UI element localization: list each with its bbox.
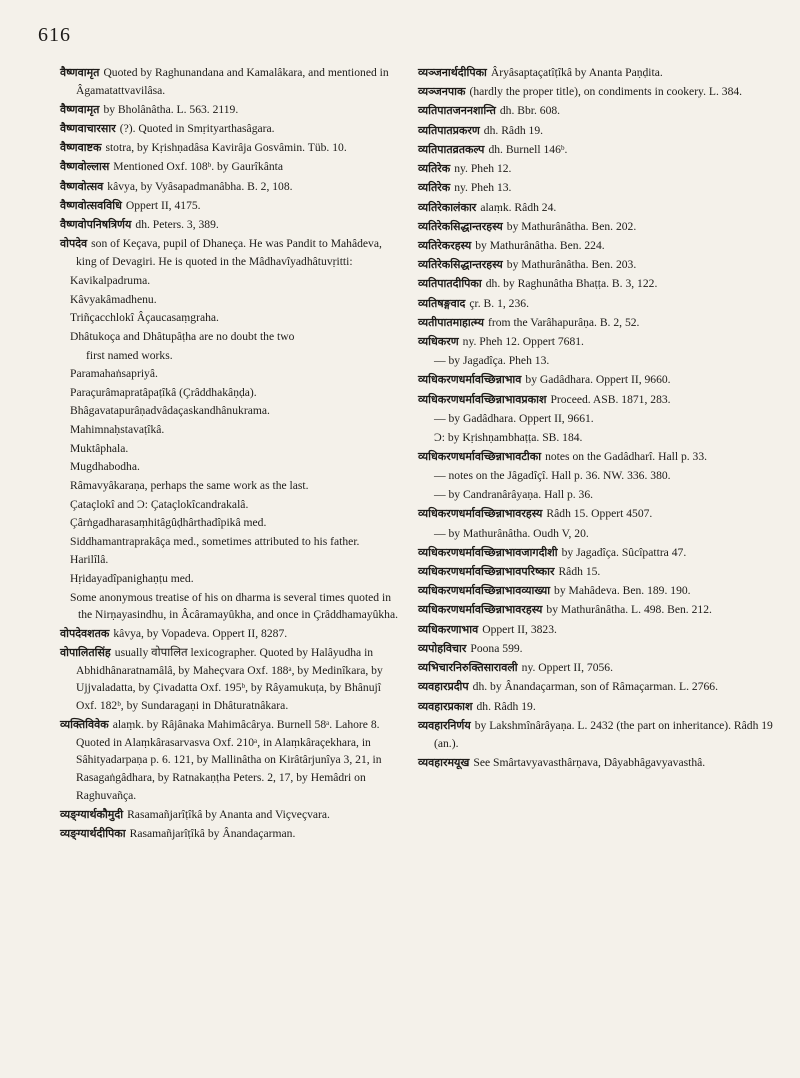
- right-column: [418, 64, 776, 773]
- dictionary-entry: [418, 256, 776, 274]
- dictionary-entry: [418, 275, 776, 293]
- entry-headword: व्यतिरेक: [418, 162, 451, 176]
- entry-headword: व्यतीपातमाहात्म्य: [418, 315, 485, 329]
- vopadeva-work-item: Çârṅgadharasaṃhitâgûḍhârthadîpikâ med.: [70, 516, 267, 530]
- entry-headword: व्यपोहविचार: [418, 641, 467, 655]
- dictionary-entry: [60, 139, 400, 157]
- dictionary-entry: [418, 333, 776, 351]
- entry-headword: वैष्णवोल्लास: [60, 160, 110, 174]
- entry-text: — by Candranârâyaṇa. Hall p. 36.: [434, 488, 594, 502]
- entry-text: by Mathurânâtha. Ben. 224.: [475, 238, 605, 252]
- dictionary-entry: [418, 218, 776, 236]
- dictionary-entry: [418, 486, 776, 504]
- dictionary-entry: [60, 101, 400, 119]
- dictionary-entry: [418, 64, 776, 82]
- entry-headword: वैष्णवोपनिषत्रिर्णय: [60, 218, 132, 232]
- entry-text: dh. Burnell 146ᵇ.: [488, 142, 568, 156]
- entry-headword: व्यवहारनिर्णय: [418, 718, 471, 732]
- vopadeva-work-item: Triñçacchlokî Âçaucasaṃgraha.: [70, 311, 219, 325]
- entry-text: by Mathurânâtha. L. 498. Ben. 212.: [546, 603, 712, 617]
- dictionary-entry: [418, 429, 776, 447]
- entry-text: Rasamañjarîṭîkâ by Ânandaçarman.: [129, 826, 296, 840]
- vopadeva-work-item: Muktâphala.: [70, 441, 129, 455]
- entry-headword: वैष्णवोत्सव: [60, 179, 104, 193]
- entry-text: alaṃk. Râdh 24.: [480, 200, 557, 214]
- entry-headword: वोपदेव: [60, 237, 88, 251]
- entry-text: dh. Peters. 3, 389.: [135, 218, 219, 232]
- entry-text: by Mahâdeva. Ben. 189. 190.: [554, 584, 691, 598]
- entry-text: — by Mathurânâtha. Oudh V, 20.: [434, 526, 589, 540]
- entry-headword: व्यतिरेकरहस्य: [418, 238, 472, 252]
- dictionary-entry: [418, 179, 776, 197]
- entry-headword: व्यधिकरणधर्मावच्छिन्नाभावरहस्य: [418, 507, 543, 521]
- vopadeva-work-item: Siddhamantraprakâça med., sometimes attributed to his father.: [70, 534, 360, 548]
- entry-headword: व्यङ्ग्यार्थदीपिका: [60, 826, 126, 840]
- entry-text: Poona 599.: [470, 641, 523, 655]
- entry-text: dh. Bbr. 608.: [499, 104, 561, 118]
- entry-text: dh. by Ânandaçarman, son of Râmaçarman. L. 2766.: [472, 680, 718, 694]
- entry-text: Râdh 15. Oppert 4507.: [546, 507, 653, 521]
- dictionary-entry: [60, 825, 400, 843]
- entry-headword: व्यधिकरणधर्मावच्छिन्नाभावपरिष्कार: [418, 565, 555, 579]
- entry-text: — notes on the Jâgadîçî. Hall p. 36. NW. 336. 380.: [434, 469, 671, 483]
- entry-headword: व्यतिपातजननशान्ति: [418, 104, 496, 118]
- vopadeva-work-item: Dhâtukoça and Dhâtupâṭha are no doubt the two: [70, 330, 295, 344]
- dictionary-entry: [418, 621, 776, 639]
- vopadeva-work-item: Hṛidayadîpanighaṇṭu med.: [70, 571, 194, 585]
- dictionary-entry: [418, 698, 776, 716]
- entry-headword: वोपदेवशतक: [60, 626, 110, 640]
- dictionary-entry: [418, 83, 776, 101]
- entry-headword: व्यधिकरणधर्मावच्छिन्नाभावरहस्य: [418, 603, 543, 617]
- page-number: 616: [38, 24, 71, 46]
- dictionary-entry: [418, 371, 776, 389]
- dictionary-entry: [60, 178, 400, 196]
- entry-text: ny. Pheh 13.: [454, 181, 512, 195]
- entry-text: kâvya, by Vyâsapadmanâbha. B. 2, 108.: [107, 179, 293, 193]
- dictionary-entry: [418, 659, 776, 677]
- vopadeva-work-item: Çataçlokî and Ɔ: Çataçlokîcandrakalâ.: [70, 497, 249, 511]
- dictionary-entry: [418, 467, 776, 485]
- entry-text: Quoted by Raghunandana and Kamalâkara, and mentioned in Âgamatattvavilâsa.: [76, 66, 389, 97]
- entry-text: See Smârtavyavasthârṇava, Dâyabhâgavyavasthâ.: [473, 755, 706, 769]
- entry-headword: व्यधिकरणधर्मावच्छिन्नाभाव: [418, 373, 522, 387]
- entry-text: by Jagadîça. Sûcîpattra 47.: [561, 545, 687, 559]
- dictionary-entry: [418, 295, 776, 313]
- vopadeva-work-item: Harilîlâ.: [70, 553, 109, 567]
- entry-headword: व्यधिकरणधर्मावच्छिन्नाभावव्याख्या: [418, 584, 551, 598]
- entry-headword: व्यतिषङ्गवाद: [418, 296, 466, 310]
- entry-text: notes on the Gadâdharî. Hall p. 33.: [545, 450, 708, 464]
- dictionary-entry: [418, 160, 776, 178]
- entry-headword: व्यक्तिविवेक: [60, 718, 109, 732]
- entry-text: from the Varâhapurâṇa. B. 2, 52.: [488, 315, 640, 329]
- dictionary-entry: [60, 235, 400, 270]
- entry-headword: व्यङ्ग्यार्थकौमुदी: [60, 807, 124, 821]
- entry-text: — by Gadâdhara. Oppert II, 9661.: [434, 411, 594, 425]
- dictionary-entry: [418, 563, 776, 581]
- entry-headword: व्यधिकरण: [418, 335, 459, 349]
- entry-text: kâvya, by Vopadeva. Oppert II, 8287.: [113, 626, 288, 640]
- vopadeva-work-item: Bhâgavatapurâṇadvâdaçaskandhânukrama.: [70, 404, 270, 418]
- entry-text: ny. Oppert II, 7056.: [521, 661, 614, 675]
- entry-headword: व्यवहारमयूख: [418, 755, 470, 769]
- entry-text: — by Jagadîça. Pheh 13.: [434, 354, 550, 368]
- left-column: [60, 64, 400, 844]
- dictionary-entry: [60, 197, 400, 215]
- dictionary-entry: [418, 717, 776, 752]
- entry-headword: व्यतिरेकसिद्धान्तरहस्य: [418, 258, 503, 272]
- dictionary-entry: [418, 391, 776, 409]
- entry-text: by Mathurânâtha. Ben. 203.: [506, 258, 637, 272]
- dictionary-entry: [418, 141, 776, 159]
- dictionary-entry: [418, 640, 776, 658]
- entry-headword: व्यभिचारनिरुक्तिसारावली: [418, 661, 518, 675]
- dictionary-entry: [60, 64, 400, 99]
- vopadeva-work-item: Some anonymous treatise of his on dharma is several times quoted in the Nirṇayasindhu, in Âcâramayûkha, and once in Çrâddhamayûkha.: [70, 590, 399, 622]
- entry-headword: व्यवहारप्रदीप: [418, 680, 469, 694]
- entry-headword: व्यवहारप्रकाश: [418, 699, 473, 713]
- entry-text: by Mathurânâtha. Ben. 202.: [506, 219, 637, 233]
- entry-text: (hardly the proper title), on condiments in cookery. L. 384.: [469, 85, 743, 99]
- vopadeva-work-item: Mahimnaḥstavaṭîkâ.: [70, 423, 165, 437]
- entry-text: by Lakshmînârâyaṇa. L. 2432 (the part on inheritance). Râdh 19 (an.).: [434, 718, 773, 750]
- entry-headword: व्यतिपातव्रतकल्प: [418, 142, 485, 156]
- vopadeva-work-item: Paraçurâmapratâpaṭîkâ (Çrâddhakâṇḍa).: [70, 385, 257, 399]
- entry-headword: वैष्णवोत्सवविधि: [60, 198, 122, 212]
- entry-headword: व्यतिपातदीपिका: [418, 277, 482, 291]
- entry-text: dh. Râdh 19.: [483, 123, 544, 137]
- entry-headword: वैष्णवाचारसार: [60, 122, 116, 136]
- dictionary-entry: [60, 120, 400, 138]
- entry-headword: वैष्णवामृत: [60, 102, 100, 116]
- entry-headword: व्यतिपातप्रकरण: [418, 123, 480, 137]
- vopadeva-work-item: Paramahaṅsapriyâ.: [70, 367, 158, 381]
- dictionary-entry: [418, 122, 776, 140]
- dictionary-entry: [60, 644, 400, 715]
- entry-text: ny. Pheh 12.: [454, 162, 512, 176]
- dictionary-entry: [418, 352, 776, 370]
- entry-headword: व्यधिकरणधर्मावच्छिन्नाभावजागदीशी: [418, 545, 558, 559]
- vopadeva-work-item: first named works.: [86, 348, 173, 362]
- entry-text: Mentioned Oxf. 108ᵇ. by Gaurîkânta: [113, 160, 284, 174]
- dictionary-entry: [418, 601, 776, 619]
- dictionary-entry: [60, 216, 400, 234]
- dictionary-entry: [418, 582, 776, 600]
- entry-headword: वैष्णवामृत: [60, 66, 100, 79]
- entry-text: alaṃk. by Râjânaka Mahimâcârya. Burnell 58ᵃ. Lahore 8. Quoted in Alaṃkârasarvasva Oxf. 210ᵃ, in Alaṃkâraçekhara, in Sâhityadarpaṇa p. 6. 121, by Mallinâtha on Kirâtârjunîya 3, 21, in Rasagaṅgâdhara, by Ratnakaṇṭha Peters. 2, 17, by Hemâdri on Raghuvañça.: [76, 718, 382, 802]
- dictionary-entry: [418, 314, 776, 332]
- entry-headword: व्यतिरेकसिद्धान्तरहस्य: [418, 219, 503, 233]
- dictionary-entry: [60, 716, 400, 804]
- entry-headword: व्यतिरेक: [418, 181, 451, 195]
- entry-text: usually वोपालित lexicographer. Quoted by Halâyudha in Abhidhânaratnamâlâ, by Maheçvara Oxf. 188ᵃ, by Medinîkara, by Ujjvaladatta, by Çivadatta Oxf. 195ᵇ, by Râyamukuṭa, by Bhânujî Oxf. 182ᵇ, by Sundaragaṇi in Dhâturatnâkara.: [76, 645, 383, 712]
- dictionary-entry: [418, 448, 776, 466]
- entry-text: Ɔ: by Kṛishṇambhaṭṭa. SB. 184.: [434, 430, 583, 444]
- entry-text: Âryâsaptaçatîṭîkâ by Ananta Paṇḍita.: [490, 66, 663, 79]
- entry-headword: व्यधिकरणाभाव: [418, 622, 479, 636]
- entry-text: çr. B. 1, 236.: [469, 296, 529, 310]
- dictionary-entry: [418, 237, 776, 255]
- entry-text: son of Keçava, pupil of Dhaneça. He was Pandit to Mahâdeva, king of Devagiri. He is quoted in the Mâdhavîyadhâtuvṛitti:: [76, 237, 382, 269]
- entry-text: Oppert II, 4175.: [125, 198, 201, 212]
- entry-text: stotra, by Kṛishṇadâsa Kavirâja Gosvâmin. Tüb. 10.: [105, 141, 347, 155]
- vopadeva-work-item: Mugdhabodha.: [70, 460, 140, 474]
- entry-text: by Gadâdhara. Oppert II, 9660.: [525, 373, 671, 387]
- dictionary-entry: [60, 625, 400, 643]
- entry-text: Râdh 15.: [558, 565, 601, 579]
- dictionary-entry: [418, 754, 776, 772]
- dictionary-entry: [418, 544, 776, 562]
- entry-headword: व्यतिरेकालंकार: [418, 200, 477, 214]
- dictionary-entry: [418, 525, 776, 543]
- dictionary-entry: [60, 158, 400, 176]
- dictionary-entry: [418, 505, 776, 523]
- dictionary-entry: [418, 199, 776, 217]
- vopadeva-work-item: Kavikalpadruma.: [70, 274, 151, 288]
- dictionary-entry: [418, 102, 776, 120]
- dictionary-entry: [60, 806, 400, 824]
- entry-text: by Bholânâtha. L. 563. 2119.: [103, 102, 239, 116]
- entry-headword: वैष्णवाष्टक: [60, 141, 102, 155]
- entry-text: ny. Pheh 12. Oppert 7681.: [462, 335, 584, 349]
- entry-headword: वोपालितसिंह: [60, 645, 111, 659]
- entry-text: Oppert II, 3823.: [482, 622, 557, 636]
- vopadeva-work-item: Râmavyâkaraṇa, perhaps the same work as the last.: [70, 478, 309, 492]
- entry-headword: व्यधिकरणधर्मावच्छिन्नाभावटीका: [418, 450, 542, 464]
- entry-text: dh. by Raghunâtha Bhaṭṭa. B. 3, 122.: [485, 277, 658, 291]
- entry-text: dh. Râdh 19.: [476, 699, 536, 713]
- entry-text: Proceed. ASB. 1871, 283.: [550, 392, 671, 406]
- vopadeva-work-item: Kâvyakâmadhenu.: [70, 292, 157, 306]
- entry-text: Rasamañjarîṭîkâ by Ananta and Viçveçvara.: [127, 807, 330, 821]
- entry-headword: व्यधिकरणधर्मावच्छिन्नाभावप्रकाश: [418, 392, 547, 406]
- entry-text: (?). Quoted in Smṛityarthasâgara.: [119, 122, 275, 136]
- entry-headword: व्यञ्जनार्थदीपिका: [418, 66, 487, 79]
- entry-headword: व्यञ्जनपाक: [418, 85, 466, 99]
- dictionary-entry: [418, 678, 776, 696]
- dictionary-entry: [418, 410, 776, 428]
